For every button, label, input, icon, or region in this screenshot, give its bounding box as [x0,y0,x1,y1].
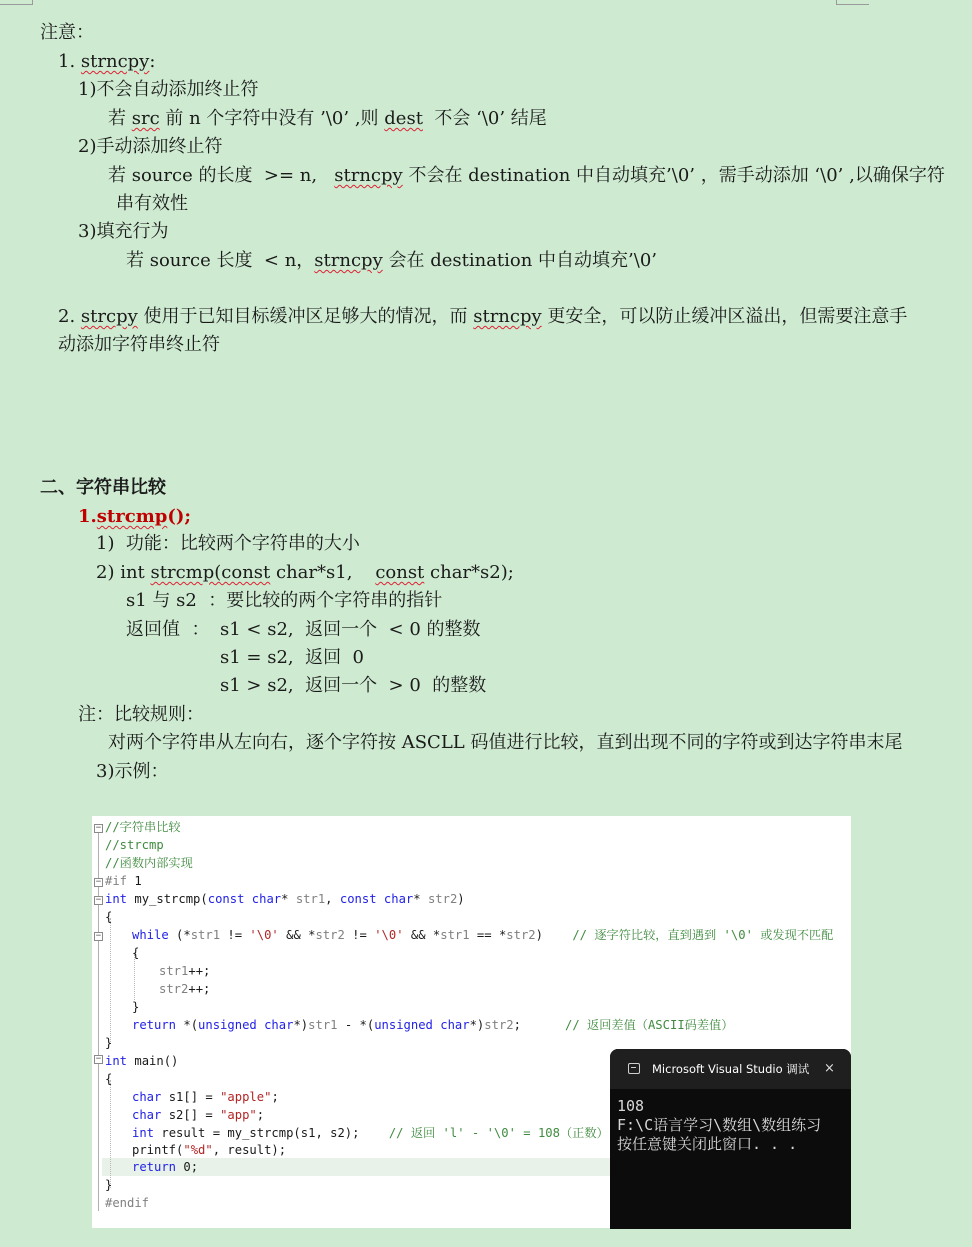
code-line: } [105,1036,113,1050]
code-text: ; [271,1090,279,1104]
code-line [132,1016,733,1034]
code-keyword: unsigned [374,1018,433,1032]
code-param: str2 [484,1018,514,1032]
note-item-2-label: 2. [58,306,81,327]
code-comment: // 返回 'l' - '\0' = 108（正数） [388,1126,609,1140]
code-keyword: int [132,1126,155,1140]
code-text: , [325,892,340,906]
code-string: "app" [220,1108,257,1122]
code-text: main() [127,1054,179,1068]
code-keyword: char [383,892,414,906]
code-param: str1 [190,928,221,942]
code-text: result = my_strcmp(s1, s2); [154,1126,389,1140]
para-signature [96,562,514,584]
code-string: '\0' [374,928,404,942]
example-label: 3)示例： [96,761,169,782]
code-keyword: char [264,1018,294,1032]
page-corner-mark-left [0,0,33,5]
func-title-suffix: (); [167,506,192,527]
code-text: ) [457,892,465,906]
code-param: str2 [427,892,458,906]
section-heading: 二、字符串比较 [40,477,166,498]
code-text: && * [403,928,441,942]
sub2-text-cont: 串有效性 [116,193,188,214]
code-string: "%d" [183,1143,213,1157]
return-case-2: s1 = s2, 返回 0 [220,647,364,668]
code-text: * [281,892,296,906]
code-keyword: char [440,1018,470,1032]
code-directive: #if [105,874,128,888]
code-keyword: const [339,892,377,906]
code-comment: // 返回差值（ASCII码差值） [565,1018,734,1032]
code-line [159,962,210,980]
code-keyword: int [105,1054,128,1068]
code-text: == * [469,928,507,942]
code-text: != [344,928,375,942]
code-keyword: const [207,892,245,906]
sub1-text-c: 不会 ‘\0’ 结尾 [422,108,547,129]
code-line [132,1141,286,1159]
return-case-3: s1 > s2, 返回一个 > 0 的整数 [220,675,487,696]
code-line [105,872,142,890]
fold-toggle[interactable]: − [95,931,102,941]
code-text: , result); [212,1143,287,1157]
sub3-title: 3)填充行为 [78,221,169,242]
fold-toggle[interactable]: − [95,1054,102,1064]
sub1-text-b: 前 n 个字符中没有 ’\0’ ,则 [159,108,385,129]
note-item-1-label: 1. [58,51,81,72]
sig-b: char*s1, [270,562,376,583]
console-icon [628,1063,640,1074]
code-keyword: return [132,1160,177,1174]
code-text [257,1018,264,1032]
code-line [105,854,193,872]
sub2-text-b: 不会在 destination 中自动填充’\0’ ，需手动添加 ‘\0’ ,以确保字符 [402,165,945,186]
code-text: - *( [337,1018,375,1032]
console-output-line: F:\C语言学习\数组\数组练习 [617,1116,822,1134]
sub2-title: 2)手动添加终止符 [78,136,223,157]
note-item-2-cont: 动添加字符串终止符 [58,334,220,355]
code-keyword: char [132,1108,162,1122]
code-param: str1 [440,928,470,942]
note-item-1-func: strncpy [80,51,150,72]
code-line: { [105,910,113,924]
code-line [132,1158,198,1176]
code-text: != [220,928,250,942]
fold-toggle[interactable]: − [95,823,102,833]
code-param: str1 [159,964,189,978]
rule-text: 对两个字符串从左向右，逐个字符按 ASCLL 码值进行比较，直到出现不同的字符或到达字符串末尾 [108,732,903,753]
code-text [377,892,384,906]
code-text: ++; [188,982,211,996]
note-item-1 [58,51,155,73]
code-line [105,1194,149,1212]
console-title: Microsoft Visual Studio 调试 [652,1062,810,1076]
func-title-name: strcmp [96,506,168,527]
code-keyword: while [132,928,169,942]
code-text: 1 [127,874,142,888]
sig-c: char*s2); [424,562,514,583]
return-label: 返回值 ： [126,619,210,640]
code-keyword: char [251,892,282,906]
code-text: ; [256,1108,265,1122]
console-titlebar[interactable] [610,1049,851,1089]
sig-const: const [375,562,425,583]
code-directive: #endif [105,1196,150,1210]
code-param: str2 [315,928,345,942]
code-line: { [132,946,140,960]
code-keyword: unsigned [198,1018,257,1032]
code-text: s1[] = [161,1090,221,1104]
para-function: 1) 功能：比较两个字符串的大小 [96,533,360,554]
sub2-text-a: 若 source 的长度 >= n, [108,165,335,186]
code-text: *) [469,1018,485,1032]
para-params: s1 与 s2 ：要比较的两个字符串的指针 [126,590,443,611]
console-output-line: 108 [617,1097,645,1115]
code-string: '\0' [249,928,279,942]
fold-toggle[interactable]: − [95,877,102,887]
code-param: str2 [506,928,536,942]
outline-bar [98,831,99,1211]
indent-guide [110,1080,111,1188]
sub1-dest: dest [384,108,423,129]
code-text: ; [513,1018,566,1032]
code-text: ++; [188,964,211,978]
note-item-1-colon: : [149,51,156,72]
code-line [132,1088,279,1106]
code-param: str2 [159,982,189,996]
close-icon[interactable]: × [824,1061,835,1076]
code-line: } [132,1000,140,1014]
code-line [132,1106,264,1124]
code-keyword: int [105,892,128,906]
code-line [105,818,181,836]
code-text: s2[] = [161,1108,221,1122]
sub3-func: strncpy [314,250,383,271]
code-comment: // 逐字符比较，直到遇到 '\0' 或发现不匹配 [572,928,834,942]
code-line [105,890,465,908]
rule-label: 注：比较规则： [78,704,204,725]
return-case-1: s1 < s2, 返回一个 < 0 的整数 [220,619,481,640]
code-line [105,1052,178,1070]
code-param: str1 [295,892,326,906]
code-text: *( [176,1018,199,1032]
fold-toggle[interactable]: − [95,895,102,905]
console-output-line: 按任意键关闭此窗口. . . [617,1135,798,1153]
note-item-2 [58,306,907,328]
code-comment: //函数内部实现 [105,856,193,870]
debug-console-window[interactable] [610,1049,851,1229]
sub3-text-b: 会在 destination 中自动填充’\0’ [382,250,658,271]
code-text: printf( [132,1143,184,1157]
note-item-2-text-b: 更安全，可以防止缓冲区溢出，但需要注意手 [541,306,908,327]
code-keyword: char [132,1090,162,1104]
func-title [78,506,191,528]
sub1-src: src [131,108,160,129]
code-text: * [413,892,428,906]
code-line [159,980,210,998]
sub1-text [108,108,547,130]
sub1-text-a: 若 [108,108,132,129]
notes-heading: 注意： [40,22,94,43]
code-line [132,1124,609,1142]
code-comment: //字符串比较 [105,820,181,834]
code-text: 0; [176,1160,199,1174]
code-line: { [105,1072,113,1086]
code-param: str1 [308,1018,338,1032]
sub3-text [126,250,657,272]
sub1-title: 1)不会自动添加终止符 [78,79,259,100]
code-comment: //strcmp [105,838,164,852]
code-text: && * [278,928,316,942]
note-item-2-func2: strncpy [473,306,542,327]
sub2-func: strncpy [334,165,403,186]
sub3-text-a: 若 source 长度 < n， [126,250,315,271]
note-item-2-text-a: 使用于已知目标缓冲区足够大的情况，而 [137,306,474,327]
code-text: *) [293,1018,309,1032]
sig-fn: strcmp(const [150,562,271,583]
code-line: } [105,1178,113,1192]
code-text: ) [535,928,573,942]
indent-guide [110,918,111,1042]
code-keyword: return [132,1018,177,1032]
func-title-num: 1. [78,506,97,527]
code-line [132,926,833,944]
sig-a: 2) int [96,562,151,583]
code-line [105,836,164,854]
code-text: my_strcmp( [127,892,208,906]
page-corner-mark-right [836,0,869,5]
code-text: (* [168,928,191,942]
code-string: "apple" [220,1090,272,1104]
code-text [244,892,251,906]
note-item-2-func1: strcpy [80,306,138,327]
sub2-text [108,165,945,187]
